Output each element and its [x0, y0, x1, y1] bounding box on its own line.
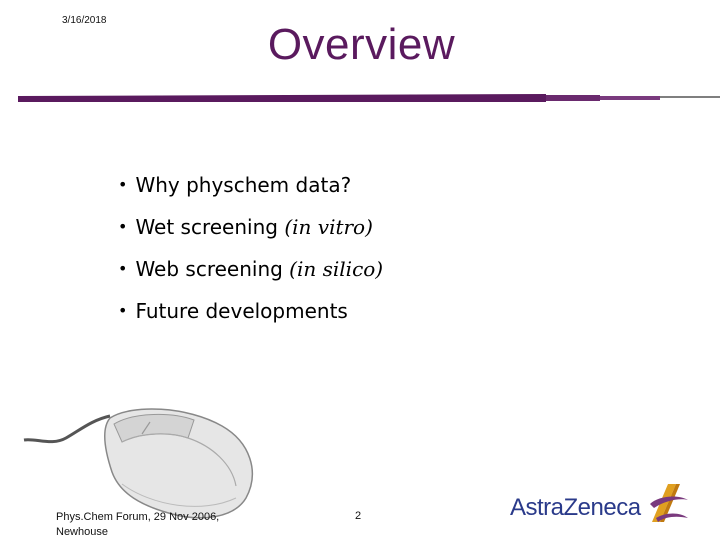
footer-text	[56, 510, 219, 540]
bullet-dot: •	[118, 259, 128, 278]
page-number: 2	[355, 510, 362, 522]
bullet-dot: •	[118, 217, 128, 236]
bullet-text: Web screening	[135, 257, 290, 281]
logo-text: AstraZeneca	[510, 494, 641, 521]
slide-title: Overview	[267, 20, 456, 69]
title-underline	[0, 92, 720, 106]
bullet-italic: (in vitro)	[284, 215, 373, 239]
bullet-item	[118, 249, 383, 291]
bullet-text: Wet screening	[135, 215, 285, 239]
bullet-italic: (in silico)	[289, 257, 384, 281]
footer-line-2: Newhouse	[56, 526, 108, 538]
bullet-dot: •	[118, 175, 128, 194]
astrazeneca-logo-icon	[646, 478, 692, 526]
bullet-text: Future developments	[135, 299, 348, 323]
bullet-text: Why physchem data?	[135, 173, 352, 197]
footer-line-1: Phys.Chem Forum, 29 Nov 2006,	[56, 511, 220, 523]
bullet-list	[118, 165, 383, 333]
computer-mouse-icon	[22, 402, 262, 522]
bullet-item	[118, 165, 383, 207]
logo	[510, 478, 710, 528]
bullet-item	[118, 291, 383, 333]
slide-date: 3/16/2018	[62, 15, 107, 26]
bullet-dot: •	[118, 301, 128, 320]
bullet-item	[118, 207, 383, 249]
